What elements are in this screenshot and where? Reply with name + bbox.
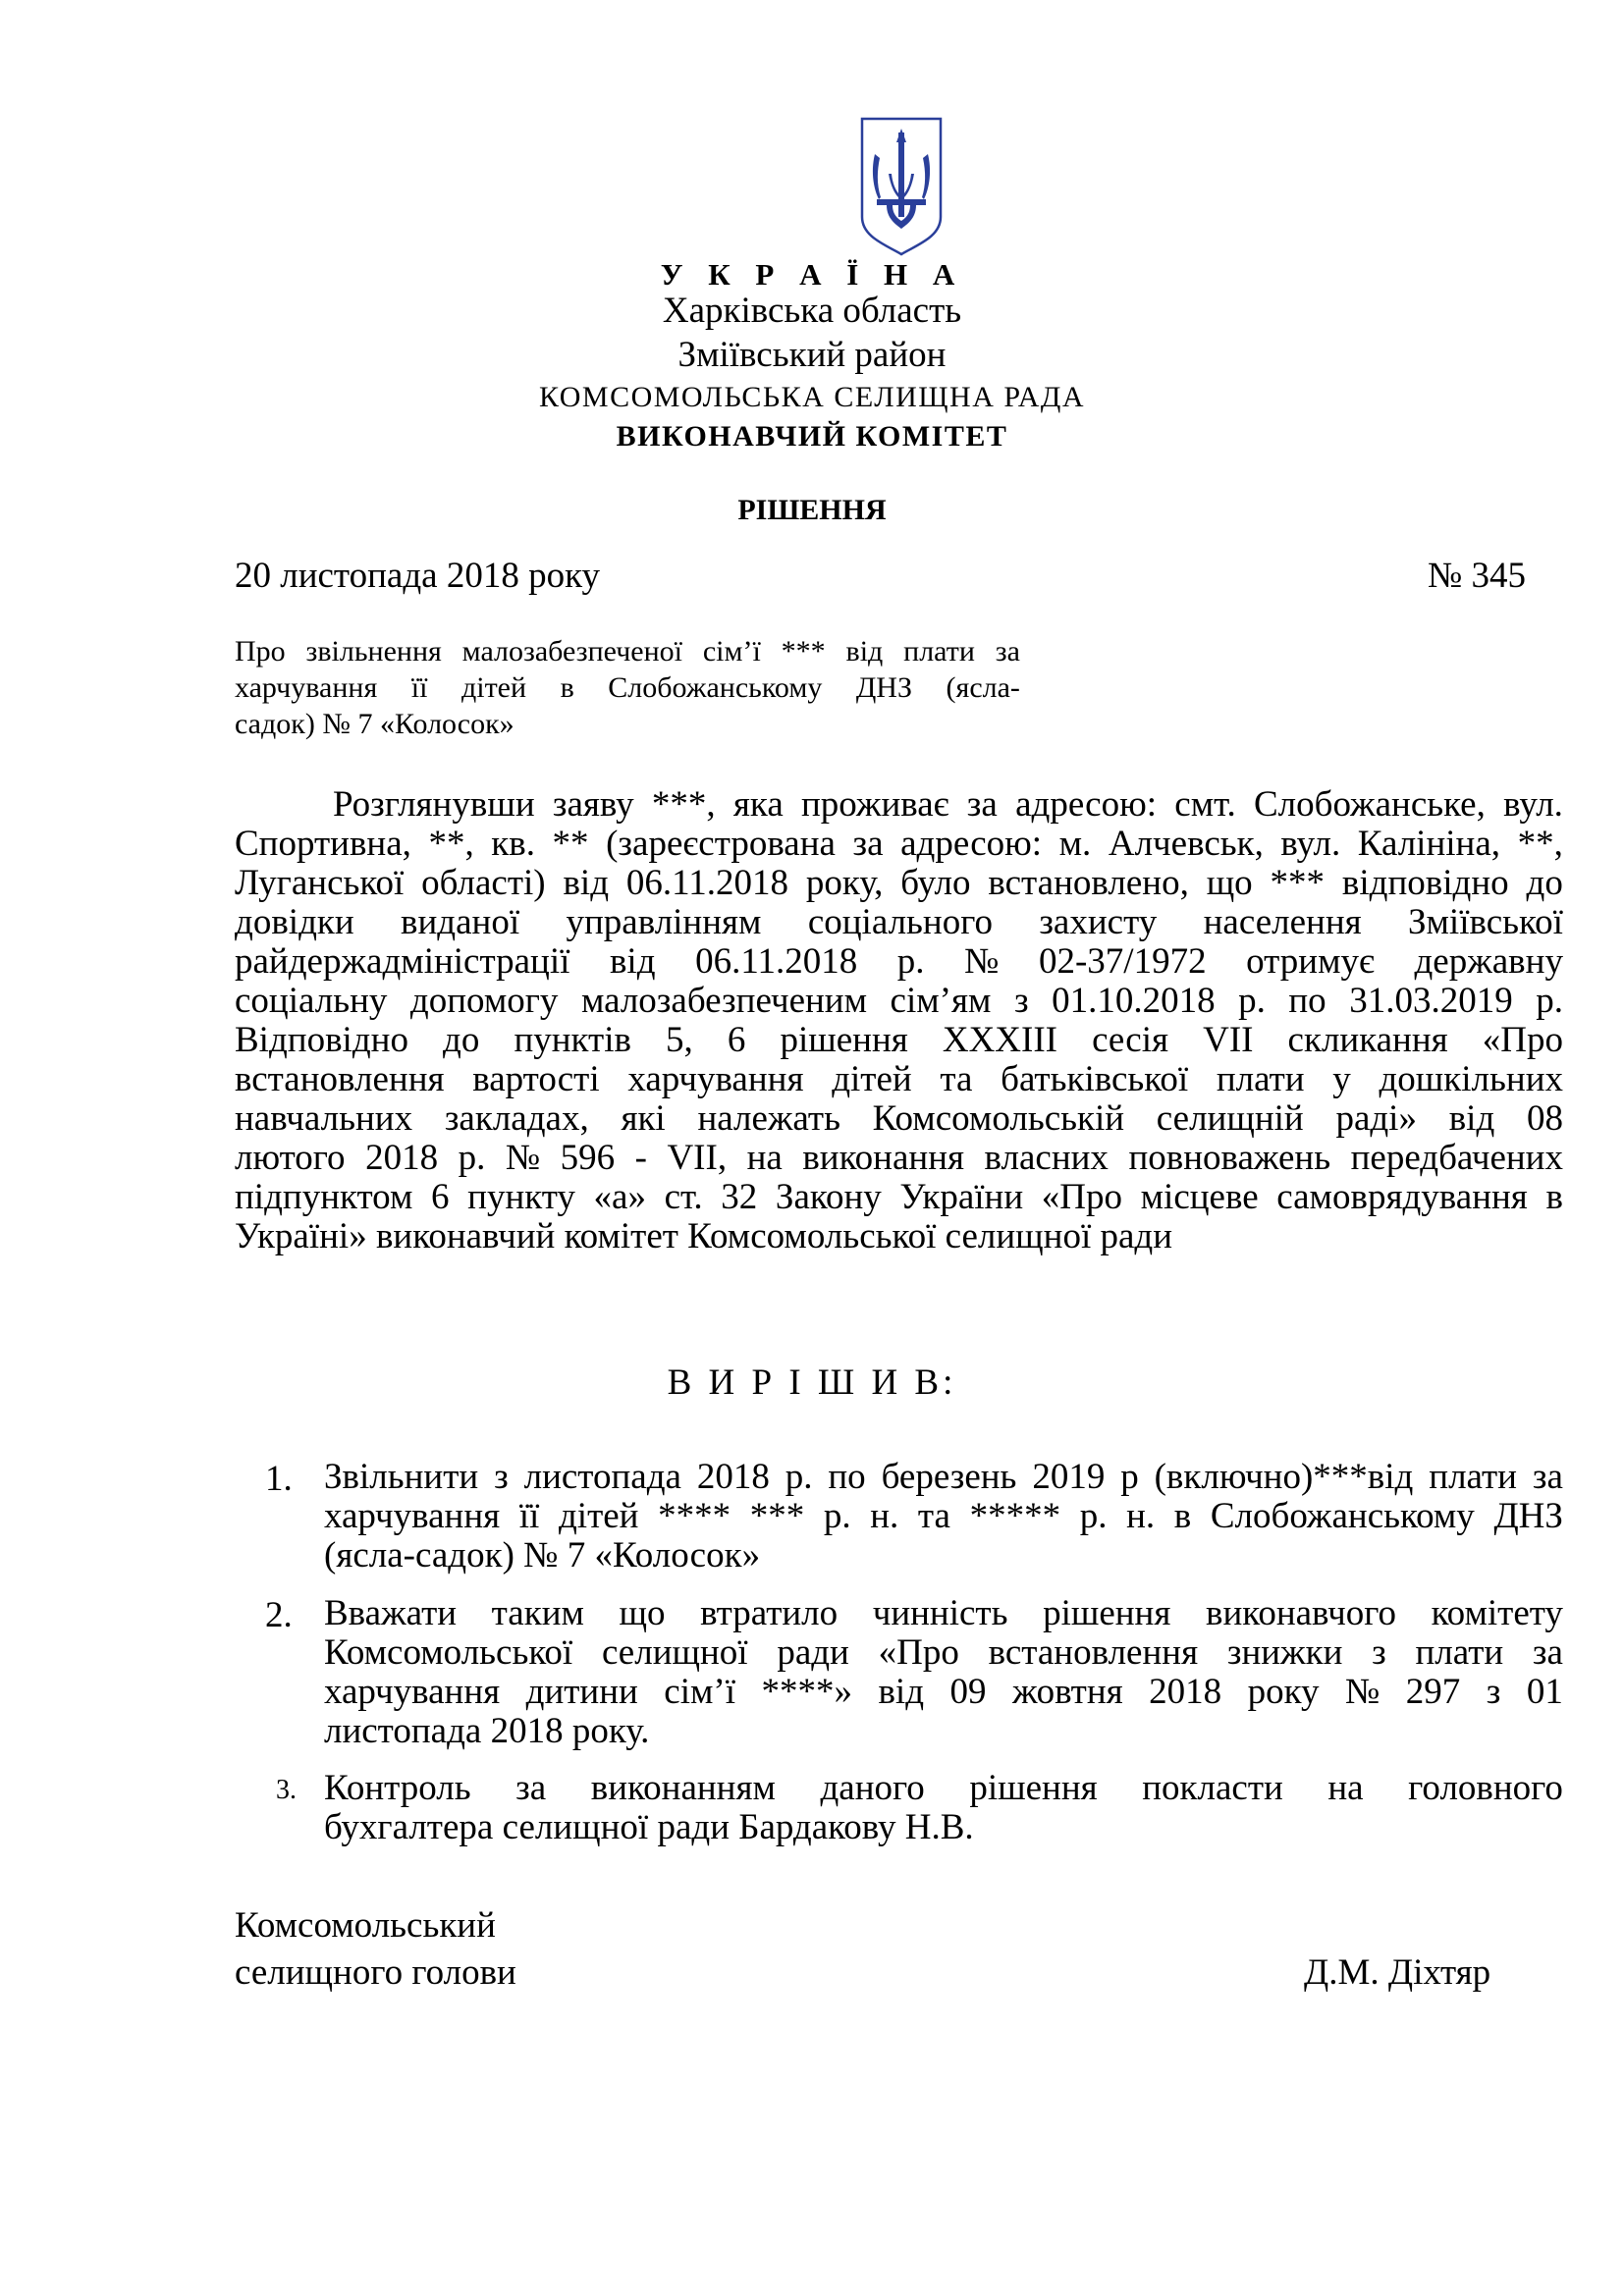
word: рішення [780, 1020, 908, 1060]
word: сім’ї [702, 635, 761, 667]
word: ст. [664, 1177, 703, 1217]
coat-of-arms-ukraine-icon [857, 115, 946, 258]
word: з [494, 1457, 509, 1497]
word: закладах, [444, 1098, 589, 1139]
word: що [1206, 863, 1253, 903]
preamble-line [235, 1060, 1563, 1099]
word: р. [823, 1496, 851, 1536]
word: з [1486, 1672, 1501, 1712]
word: райдержадміністрації [235, 941, 570, 982]
decision-number: № 345 [1428, 556, 1527, 596]
word: раді» [1335, 1098, 1417, 1139]
preamble-line [235, 1021, 1563, 1060]
word: р. [1079, 1496, 1108, 1536]
word: 01.10.2018 [1052, 981, 1216, 1021]
word: 6 [431, 1177, 450, 1217]
word: плати [1429, 1457, 1517, 1497]
word: відповідно [1341, 863, 1509, 903]
preamble-line [235, 1139, 1563, 1178]
word: навчальних [235, 1098, 413, 1139]
word: 09 [949, 1672, 987, 1712]
item-line [324, 1633, 1563, 1673]
word: та [940, 1059, 973, 1099]
word: харчування [324, 1496, 501, 1536]
word: VII [1203, 1020, 1254, 1060]
preamble-paragraph [235, 785, 1563, 1256]
word: адресою: [900, 824, 1043, 864]
word: скликання [1287, 1020, 1448, 1060]
word: плати [1415, 1632, 1504, 1673]
word: з [1372, 1632, 1386, 1673]
word: року [1247, 1672, 1320, 1712]
preamble-line [235, 982, 1563, 1021]
word: передбачених [1350, 1138, 1563, 1178]
word: «Про [1041, 1177, 1122, 1217]
preamble-line [235, 785, 1563, 825]
word: р. [1238, 981, 1266, 1021]
word: встановлення [988, 1632, 1199, 1673]
word: харчування [235, 671, 378, 704]
subject-line [235, 633, 1020, 669]
word: з [1013, 981, 1029, 1021]
preamble-line: Україні» виконавчий комітет Комсомольської селищної ради [235, 1216, 1173, 1256]
word: XXXIII [942, 1020, 1057, 1060]
word: населення [1203, 902, 1362, 942]
word: сім’ям [890, 981, 992, 1021]
word: по [1288, 981, 1326, 1021]
word: VII, [667, 1138, 728, 1178]
preamble-line [235, 942, 1563, 982]
item-number: 1. [265, 1459, 293, 1499]
word: Спортивна, [235, 824, 411, 864]
word: адресою: [1015, 784, 1158, 825]
word: № [1345, 1672, 1380, 1712]
word: Вважати [324, 1593, 458, 1633]
word: від [609, 941, 656, 982]
word: ради [777, 1632, 849, 1673]
word: «а» [593, 1177, 646, 1217]
word: її [410, 671, 428, 704]
word: 32 [721, 1177, 758, 1217]
word: дітей [558, 1496, 639, 1536]
word: дітей [832, 1059, 912, 1099]
word: за [1532, 1632, 1563, 1673]
word: сім’ї [664, 1672, 736, 1712]
header-committee: ВИКОНАВЧИЙ КОМІТЕТ [616, 420, 1008, 453]
word: селищній [1156, 1098, 1304, 1139]
preamble-line [235, 1178, 1563, 1217]
word: в [1173, 1496, 1192, 1536]
word: н. [1126, 1496, 1156, 1536]
word: *** [781, 635, 826, 667]
word: рішення [1043, 1593, 1171, 1633]
item-text [324, 1594, 1563, 1751]
word: до [1526, 863, 1563, 903]
word: м. [1058, 824, 1092, 864]
word: дитини [525, 1672, 638, 1712]
word: 5, [666, 1020, 693, 1060]
word: кв. [491, 824, 535, 864]
word: захисту [1039, 902, 1158, 942]
word: виконавчого [1205, 1593, 1396, 1633]
subject-line: садок) № 7 «Колосок» [235, 708, 514, 740]
word: Комсомольської [324, 1632, 573, 1673]
word: Слобожанському [608, 671, 823, 704]
word: плати [903, 635, 975, 667]
header-country: У К Р А Ї Н А [660, 257, 964, 292]
word: 02-37/1972 [1038, 941, 1207, 982]
word: даного [820, 1768, 925, 1808]
header-region: Харківська область [662, 291, 962, 331]
signatory-title-line-1: Комсомольський [235, 1905, 496, 1946]
word: у [1332, 1059, 1351, 1099]
word: України [899, 1177, 1024, 1217]
item-line: бухгалтера селищної ради Бардакову Н.В. [324, 1807, 974, 1847]
word: харчування [324, 1672, 501, 1712]
word: батьківської [1001, 1059, 1189, 1099]
word: Зміївської [1407, 902, 1563, 942]
word: 596 [560, 1138, 616, 1178]
resolved-heading: В И Р І Ш И В: [667, 1362, 957, 1403]
word: Розглянувши [333, 784, 535, 825]
word: повноважень [1128, 1138, 1331, 1178]
word: від [878, 1672, 925, 1712]
word: пункту [467, 1177, 575, 1217]
word: 06.11.2018 [695, 941, 858, 982]
word: Алчевськ, [1108, 824, 1264, 864]
word: та [917, 1496, 950, 1536]
word: № [505, 1138, 541, 1178]
word: втратило [700, 1593, 839, 1633]
word: (зареєстрована [606, 824, 836, 864]
preamble-line [235, 903, 1563, 942]
word: «Про [878, 1632, 959, 1673]
word: допомогу [409, 981, 559, 1021]
word: від [845, 635, 884, 667]
word: чинність [872, 1593, 1008, 1633]
word: ***** [969, 1496, 1061, 1536]
word: Про [235, 635, 286, 667]
item-text [324, 1769, 1563, 1847]
word: року, [805, 863, 884, 903]
word: (включно)***від [1154, 1457, 1414, 1497]
item-text [324, 1458, 1563, 1575]
decision-subject [235, 633, 1020, 742]
word: р. [785, 1457, 813, 1497]
word: знижки [1226, 1632, 1343, 1673]
word: **** [658, 1496, 731, 1536]
word: соціального [807, 902, 993, 942]
word: в [1545, 1177, 1563, 1217]
word: було [900, 863, 971, 903]
word: ** [552, 824, 589, 864]
word: «Про [1482, 1020, 1563, 1060]
word: - [634, 1138, 647, 1178]
word: місцеве [1140, 1177, 1259, 1217]
word: н. [870, 1496, 899, 1536]
word: сесія [1092, 1020, 1169, 1060]
word: належать [697, 1098, 840, 1139]
word: ****» [761, 1672, 852, 1712]
word: вул. [1280, 824, 1341, 864]
word: ***, [651, 784, 716, 825]
word: 2018 [365, 1138, 439, 1178]
word: Закону [775, 1177, 882, 1217]
word: виконанням [590, 1768, 776, 1808]
word: пунктів [514, 1020, 631, 1060]
document-type: РІШЕННЯ [737, 494, 887, 526]
item-line [324, 1458, 1563, 1497]
word: рішення [969, 1768, 1098, 1808]
word: отримує [1246, 941, 1375, 982]
word: Калініна, [1357, 824, 1501, 864]
word: дітей [460, 671, 527, 704]
word: області) [421, 863, 546, 903]
word: за [995, 635, 1020, 667]
word: соціальну [235, 981, 388, 1021]
word: Комсомольській [872, 1098, 1125, 1139]
word: ДНЗ [855, 671, 913, 704]
word: від [1448, 1098, 1495, 1139]
item-number: 2. [265, 1595, 293, 1635]
word: харчування [627, 1059, 804, 1099]
word: р. [896, 941, 925, 982]
word: виданої [401, 902, 520, 942]
word: заяву [552, 784, 634, 825]
word: р. [1536, 981, 1563, 1021]
preamble-line [235, 1099, 1563, 1139]
decision-date: 20 листопада 2018 року [235, 556, 601, 596]
word: яка [732, 784, 784, 825]
word: таким [491, 1593, 584, 1633]
word: 6 [727, 1020, 746, 1060]
word: проживає [801, 784, 949, 825]
word: від [563, 863, 610, 903]
word: № [964, 941, 1000, 982]
word: 2018 [1149, 1672, 1222, 1712]
word: встановлено, [988, 863, 1189, 903]
word: державну [1414, 941, 1563, 982]
preamble-line [235, 825, 1563, 864]
word: на [1327, 1768, 1364, 1808]
word: смт. [1174, 784, 1236, 825]
word: р. [458, 1138, 486, 1178]
word: власних [984, 1138, 1109, 1178]
word: *** [749, 1496, 805, 1536]
word: за [852, 824, 884, 864]
word: 297 [1405, 1672, 1461, 1712]
item-line [324, 1673, 1563, 1712]
word: її [518, 1496, 540, 1536]
item-number: 3. [276, 1775, 297, 1805]
word: малозабезпеченим [580, 981, 868, 1021]
word: покласти [1142, 1768, 1283, 1808]
word: (ясла- [946, 671, 1020, 704]
signatory-name: Д.М. Діхтяр [1304, 1952, 1491, 1993]
word: Відповідно [235, 1020, 408, 1060]
word: довідки [235, 902, 354, 942]
word: Контроль [324, 1768, 471, 1808]
word: Слобожанському [1210, 1496, 1475, 1536]
word: малозабезпеченої [461, 635, 682, 667]
word: **, [428, 824, 474, 864]
word: комітету [1431, 1593, 1563, 1633]
word: вул. [1503, 784, 1563, 825]
word: селищної [601, 1632, 748, 1673]
word: за [515, 1768, 547, 1808]
word: вартості [472, 1059, 600, 1099]
word: в [560, 671, 574, 704]
preamble-line [235, 864, 1563, 903]
word: листопада [523, 1457, 681, 1497]
word: 2018 [696, 1457, 770, 1497]
word: встановлення [235, 1059, 445, 1099]
item-line: (ясла-садок) № 7 «Колосок» [324, 1535, 761, 1575]
word: Луганської [235, 863, 405, 903]
word: 01 [1526, 1672, 1563, 1712]
word: Звільнити [324, 1457, 479, 1497]
word: лютого [235, 1138, 346, 1178]
word: Слобожанське, [1254, 784, 1486, 825]
word: головного [1408, 1768, 1563, 1808]
word: плати [1216, 1059, 1305, 1099]
word: по [828, 1457, 866, 1497]
word: 31.03.2019 [1349, 981, 1513, 1021]
word: за [1532, 1457, 1563, 1497]
item-line [324, 1769, 1563, 1808]
item-line [324, 1594, 1563, 1633]
word: 08 [1526, 1098, 1563, 1139]
word: підпунктом [235, 1177, 413, 1217]
word: що [619, 1593, 666, 1633]
header-district: Зміївський район [677, 335, 947, 375]
signatory-title-line-2: селищного голови [235, 1952, 516, 1993]
word: березень [881, 1457, 1017, 1497]
word: управлінням [566, 902, 762, 942]
header-council: КОМСОМОЛЬСЬКА СЕЛИЩНА РАДА [538, 381, 1086, 413]
word: звільнення [305, 635, 442, 667]
word: за [966, 784, 998, 825]
word: які [621, 1098, 666, 1139]
word: *** [1270, 863, 1326, 903]
word: жовтня [1011, 1672, 1123, 1712]
word: р [1120, 1457, 1139, 1497]
word: ДНЗ [1493, 1496, 1563, 1536]
subject-line [235, 669, 1020, 706]
word: самоврядування [1276, 1177, 1528, 1217]
word: 06.11.2018 [625, 863, 789, 903]
item-line [324, 1497, 1563, 1536]
word: на [746, 1138, 783, 1178]
word: виконання [802, 1138, 965, 1178]
word: дошкільних [1379, 1059, 1563, 1099]
item-line: листопада 2018 року. [324, 1711, 650, 1751]
word: 2019 [1032, 1457, 1106, 1497]
word: до [443, 1020, 480, 1060]
word: **, [1517, 824, 1563, 864]
